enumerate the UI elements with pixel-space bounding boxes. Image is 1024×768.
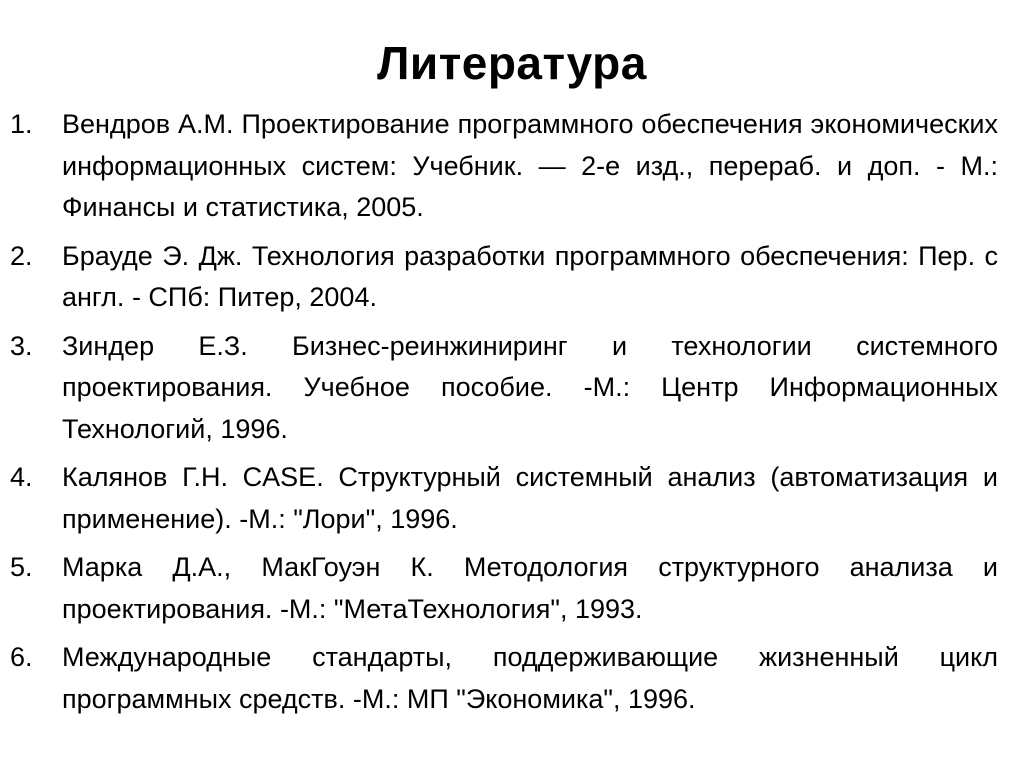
list-item-number: 1. [10, 109, 33, 139]
list-item [10, 104, 998, 229]
list-item-number: 4. [10, 462, 33, 492]
list-item-number: 5. [10, 552, 33, 582]
list-item-number: 3. [10, 330, 33, 361]
list-item [10, 236, 998, 319]
list-item-number: 2. [10, 240, 33, 271]
list-item-text: Международные стандарты, поддерживающие жизненный цикл программных средств. -М.: МП "Экономика", 1996. [62, 642, 998, 714]
list-item [10, 457, 998, 540]
page-title: Литература [377, 37, 647, 89]
list-item-text: Марка Д.А., МакГоуэн К. Методология структурного анализа и проектирования. -М.: "МетаТехнология", 1993. [62, 552, 998, 624]
list-item-text: Калянов Г.Н. CASE. Структурный системный анализ (автоматизация и применение). -М.: "Лори", 1996. [62, 462, 998, 534]
list-item-text: Брауде Э. Дж. Технология разработки программного обеспечения: Пер. с англ. - СПб: Питер, 2004. [62, 240, 998, 312]
list-item [10, 326, 998, 451]
reference-list [10, 104, 998, 727]
list-item-text: Вендров А.М. Проектирование программного обеспечения экономических информационных систем: Учебник. — 2-е изд., перераб. и доп. - М.: Финансы и статистика, 2005. [62, 109, 998, 222]
list-item-text: Зиндер Е.З. Бизнес-реинжиниринг и технологии системного проектирования. Учебное пособие. -М.: Центр Информационных Технологий, 1996. [62, 330, 998, 444]
list-item [10, 637, 998, 720]
list-item-number: 6. [10, 642, 33, 672]
list-item [10, 547, 998, 630]
